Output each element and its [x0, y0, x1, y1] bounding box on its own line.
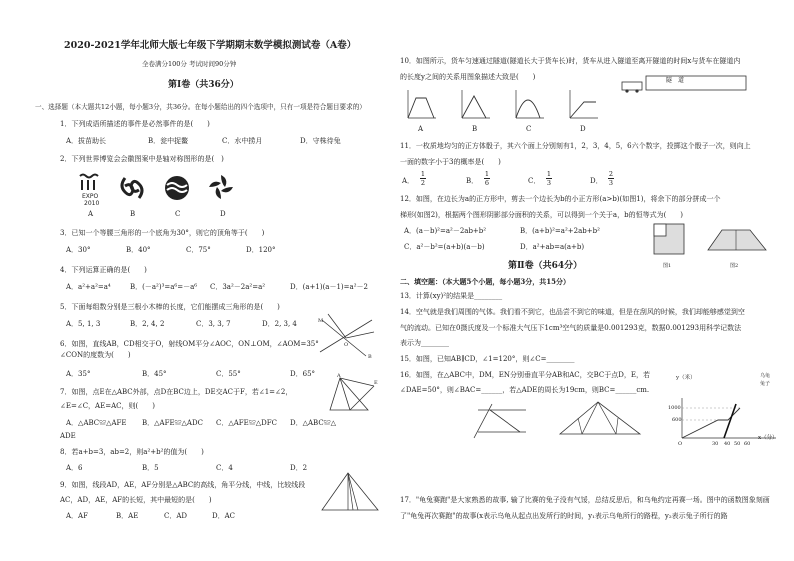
q12-option-c: C．a²－b²=(a+b)(a－b) — [404, 243, 485, 251]
q12-figure-1 — [650, 220, 690, 260]
page-title: 2020-2021学年北师大版七年级下学期期末数学模拟测试卷（A卷） — [64, 40, 357, 51]
q9-stem-2: AC，AD，AE，AF的长短，其中最短的是( ) — [60, 496, 212, 504]
q10-graph-d — [566, 88, 600, 122]
q7-stem: 7．如图，点E在△ABC外部，点D在BC边上，DE交AC于F，若∠1=∠2， — [60, 388, 293, 396]
q3-option-b: B．40° — [126, 246, 151, 254]
svg-text:M: M — [318, 318, 324, 324]
q17-legend-tortoise: 乌龟 — [760, 373, 771, 379]
q6-option-c: C．55° — [216, 370, 241, 378]
q12-option-d: D．a²+ab=a(a+b) — [520, 243, 585, 251]
q8-stem: 8．若a+b=3，ab=2，则a²+b²的值为( ) — [60, 448, 204, 456]
q6-stem: 6．如图，直线AB，CD相交于O，射线OM平分∠AOC，ON⊥OM，∠AOM=35° — [60, 340, 319, 348]
q2-option-c: C — [175, 210, 181, 218]
q11-option-d: D． — [590, 177, 603, 185]
q2-option-d: D — [220, 210, 226, 218]
q4-option-b: B．(－a²)³=a⁶=－a⁶ — [130, 283, 198, 291]
q1-option-b: B．瓮中捉鳖 — [148, 137, 189, 145]
q1-option-c: C．水中捞月 — [222, 137, 263, 145]
q11-fraction-a-num: 1 — [420, 170, 426, 178]
q11-fraction-b — [484, 170, 490, 187]
part1-heading: 第Ⅰ卷（共36分） — [168, 80, 239, 90]
q5-stem: 5．下面每组数分别是三根小木棒的长度，它们能摆成三角形的是( ) — [60, 303, 280, 311]
q6-option-b: B．45° — [142, 370, 167, 378]
q11-fraction-d-den: 3 — [608, 179, 614, 187]
q10-tunnel-label: 隧 道 — [666, 77, 685, 84]
q9-option-c: C．AD — [164, 512, 188, 520]
q7-triangle-figure — [328, 372, 378, 416]
q9-option-b: B．AE — [116, 512, 139, 520]
q10-option-d: D — [580, 125, 586, 133]
q10-stem-2: 的长度y之间的关系用图象描述大致是( ) — [400, 73, 536, 81]
q12-stem-2: 梯形(如图2)，根据两个图形阴影部分面积的关系，可以得到一个关于a，b的恒等式为( ) — [400, 211, 684, 219]
q11-option-b: B． — [466, 177, 479, 185]
svg-text:A: A — [337, 373, 341, 379]
q11-fraction-b-num: 1 — [484, 170, 490, 178]
q14-stem-3: 表示为________ — [400, 339, 449, 347]
q6-option-a: A．35° — [66, 370, 91, 378]
q11-fraction-c-num: 1 — [546, 170, 552, 178]
svg-text:B: B — [368, 354, 372, 360]
q17-graph-ylabel: y（米） — [676, 375, 696, 381]
q9-option-d: D．AC — [212, 512, 236, 520]
q2-option-a: A — [88, 210, 94, 218]
q17-stem-2: 了"龟兔再次赛跑"的故事(x表示乌龟从起点出发所行的时间，y₁表示乌龟所行的路程，y₂表示兔子所行的路 — [400, 512, 728, 520]
q10-graph-c — [512, 88, 546, 122]
q17-ytick-600: 600 — [672, 417, 682, 423]
q8-option-b: B．5 — [142, 464, 159, 472]
q3-option-c: C．75° — [186, 246, 211, 254]
q5-option-b: B．2, 4, 2 — [130, 320, 165, 328]
q3-option-a: A．30° — [66, 246, 91, 254]
q15-parallel-figure — [470, 402, 530, 442]
q11-fraction-d — [608, 170, 614, 187]
q4-option-c: C．3a²－2a²=a² — [210, 283, 266, 291]
q16-stem: 16．如图，在△ABC中，DM，EN分别垂直平分AB和AC，交BC于点D，E，若 — [400, 371, 650, 379]
q10-option-a: A — [418, 125, 424, 133]
q2-stem: 2．下列世界博览会会徽图案中是轴对称图形的是( ) — [60, 155, 224, 163]
q11-fraction-c — [546, 170, 552, 187]
q13-stem: 13．计算(xy)²的结果是________ — [400, 292, 503, 300]
q17-xtick-50: 50 — [734, 441, 741, 447]
q11-fraction-a-den: 2 — [420, 179, 426, 187]
q16-stem-2: ∠DAE=50°，则∠BAC=______，若△ADE的周长为19cm，则BC=______cm. — [400, 386, 650, 394]
q3-stem: 3．已知一个等腰三角形的一个底角为30°，则它的顶角等于( ) — [60, 229, 265, 237]
q12-option-a: A．(a－b)²=a²－2ab+b² — [404, 227, 487, 235]
q11-fraction-a — [420, 170, 426, 187]
q7-stem-2: ∠E=∠C，AE=AC，则( ) — [60, 402, 155, 410]
q12-figure-2 — [706, 224, 770, 254]
q5-option-d: D．2, 3, 4 — [262, 320, 297, 328]
q17-ytick-1000: 1000 — [668, 405, 681, 411]
q8-option-c: C．4 — [216, 464, 233, 472]
q4-option-a: A．a²+a²=a⁴ — [66, 283, 111, 291]
q10-graph-a — [404, 88, 438, 122]
q6-stem-2: ∠CON的度数为( ) — [60, 351, 131, 359]
q7-option-c: C．△AFE≌△DFC — [216, 419, 277, 427]
expo-logo-d-icon — [206, 172, 236, 202]
q12-option-b: B．(a+b)²=a²+2ab+b² — [520, 227, 600, 235]
svg-text:EXPO: EXPO — [82, 193, 99, 200]
q16-triangle-figure — [558, 398, 644, 440]
expo-logo-a-icon — [76, 172, 106, 206]
q7-option-a: A．△ABC≌△AFE — [66, 419, 127, 427]
q6-option-d: D．65° — [290, 370, 316, 378]
q2-option-b: B — [130, 210, 136, 218]
q11-fraction-c-den: 3 — [546, 179, 552, 187]
q5-option-a: A．5, 1, 3 — [66, 320, 101, 328]
svg-text:O: O — [344, 342, 349, 348]
svg-text:E: E — [374, 380, 378, 386]
q8-option-a: A．6 — [66, 464, 83, 472]
q12-stem: 12．如图，在边长为a的正方形中，剪去一个边长为b的小正方形(a>b)(如图1)，将余下的部分拼成一个 — [400, 195, 721, 203]
q5-option-c: C．3, 3, 7 — [196, 320, 231, 328]
q17-legend-rabbit: 兔子 — [760, 381, 771, 387]
q17-graph-xlabel: x（分） — [758, 435, 778, 441]
q7-option-b: B．△AFE≌△ADC — [142, 419, 203, 427]
q12-figure-1-label: 图1 — [663, 263, 672, 269]
q17-xtick-o: O — [678, 441, 683, 447]
q3-option-d: D．120° — [246, 246, 276, 254]
q8-option-d: D．2 — [290, 464, 308, 472]
q1-stem: 1．下列成语所描述的事件是必然事件的是( ) — [60, 120, 210, 128]
part2-instruction: 二、填空题：（本大题5个小题，每小题3分，共15分） — [400, 277, 570, 286]
q7-option-d: D．△ABC≌△ — [290, 419, 337, 427]
q11-option-c: C． — [528, 177, 541, 185]
q1-option-d: D．守株待兔 — [300, 137, 341, 145]
q10-tunnel-figure — [620, 74, 750, 94]
q10-option-b: B — [472, 125, 478, 133]
q14-stem-2: 气的流动。已知在0摄氏度及一个标准大气压下1cm³空气的质量是0.001293克，数据0.001293用科学记数法 — [400, 324, 742, 332]
q9-option-a: A．AF — [66, 512, 88, 520]
q4-stem: 4．下列运算正确的是( ) — [60, 266, 147, 274]
q11-stem: 11．一枚质地均匀的正方体骰子，其六个面上分别刻有1，2，3，4，5，6六个数字，投掷这个骰子一次，则向上 — [400, 142, 751, 150]
q17-xtick-40: 40 — [724, 441, 731, 447]
q17-xtick-30: 30 — [712, 441, 719, 447]
q9-stem: 9．如图，线段AD，AE，AF分别是△ABC的高线，角平分线，中线，比较线段 — [60, 481, 306, 489]
svg-text:2010: 2010 — [84, 200, 100, 207]
q17-stem: 17．"龟兔赛跑"是大家熟悉的故事, 输了比赛的兔子没有气馁，总结反思后，和乌龟约定再赛一场。图中的函数图象刻画 — [400, 496, 770, 504]
q15-stem: 15．如图，已知AB∥CD，∠1=120°，则∠C=________ — [400, 355, 575, 363]
q11-option-a: A． — [402, 177, 415, 185]
part1-instruction: 一、选择题（本大题共12小题，每小题3分，共36分。在每小题给出的四个选项中，只有一项是符合题目要求的） — [35, 103, 366, 111]
q10-stem: 10．如图所示，货车匀速通过隧道(隧道长大于货车长)时，货车从进入隧道至离开隧道的时间x与货车在隧道内 — [400, 57, 741, 65]
expo-logo-b-icon — [117, 174, 147, 202]
q9-triangle-figure — [320, 470, 382, 514]
q11-fraction-d-num: 2 — [608, 170, 614, 178]
q10-graph-b — [458, 88, 492, 122]
page-subtitle: 全卷满分100分 考试时间90分钟 — [142, 60, 237, 68]
q11-stem-2: 一面的数字小于3的概率是( ) — [400, 158, 501, 166]
q17-xtick-60: 60 — [744, 441, 751, 447]
q12-figure-2-label: 图2 — [730, 263, 739, 269]
q6-angle-figure — [316, 312, 376, 360]
q11-fraction-b-den: 6 — [484, 179, 490, 187]
q4-option-d: D．(a+1)(a－1)=a²－2 — [290, 283, 368, 291]
q10-option-c: C — [526, 125, 532, 133]
q7-option-d-cont: ADE — [60, 432, 76, 440]
q14-stem: 14．空气就是我们周围的气体。我们看不到它，也品尝不到它的味道，但是在刮风的时候，我们却能够感觉到空 — [400, 308, 745, 316]
part2-heading: 第Ⅱ卷（共64分） — [508, 261, 583, 271]
q1-option-a: A．拔苗助长 — [66, 137, 107, 145]
expo-logo-c-icon — [163, 174, 191, 202]
